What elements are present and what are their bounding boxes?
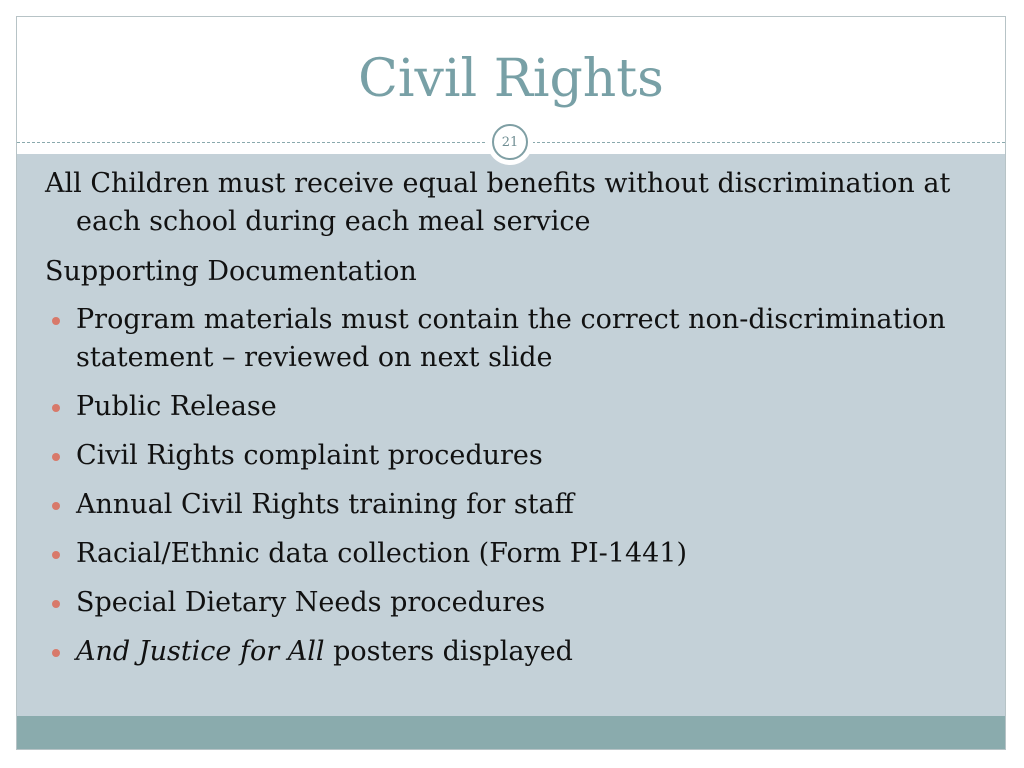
- bullet-item: [45, 486, 975, 524]
- bullet-icon: [52, 404, 60, 412]
- intro-paragraph: All Children must receive equal benefits without discrimination at each school during each meal service: [45, 168, 951, 237]
- bullet-item: [45, 437, 975, 475]
- bullet-icon: [52, 551, 60, 559]
- slide-number: 21: [492, 124, 528, 160]
- bullet-icon: [52, 453, 60, 461]
- footer-bar: [17, 716, 1005, 750]
- bullet-text-italic: And Justice for All: [76, 636, 325, 667]
- bullet-icon: [52, 317, 60, 325]
- bullet-text: Public Release: [76, 391, 277, 422]
- bullet-text: posters displayed: [324, 636, 573, 667]
- slide-frame: [16, 16, 1006, 750]
- bullet-icon: [52, 502, 60, 510]
- bullet-item: [45, 633, 975, 671]
- bullet-icon: [52, 600, 60, 608]
- bullet-text: Annual Civil Rights training for staff: [76, 489, 574, 520]
- bullet-text: Racial/Ethnic data collection (Form PI-1441): [76, 538, 688, 569]
- bullet-text: Civil Rights complaint procedures: [76, 440, 543, 471]
- subheading: Supporting Documentation: [45, 256, 417, 287]
- bullet-item: [45, 535, 975, 573]
- bullet-icon: [52, 649, 60, 657]
- bullet-item: [45, 301, 975, 377]
- bullet-item: [45, 388, 975, 426]
- bullet-text: Program materials must contain the correct non-discrimination statement – reviewed on next slide: [76, 304, 946, 373]
- slide-title: Civil Rights: [358, 49, 664, 109]
- slide-number-badge: [487, 119, 533, 165]
- bullet-item: [45, 584, 975, 622]
- slide-body: [45, 165, 975, 682]
- bullet-list: [45, 301, 975, 671]
- bullet-text: Special Dietary Needs procedures: [76, 587, 546, 618]
